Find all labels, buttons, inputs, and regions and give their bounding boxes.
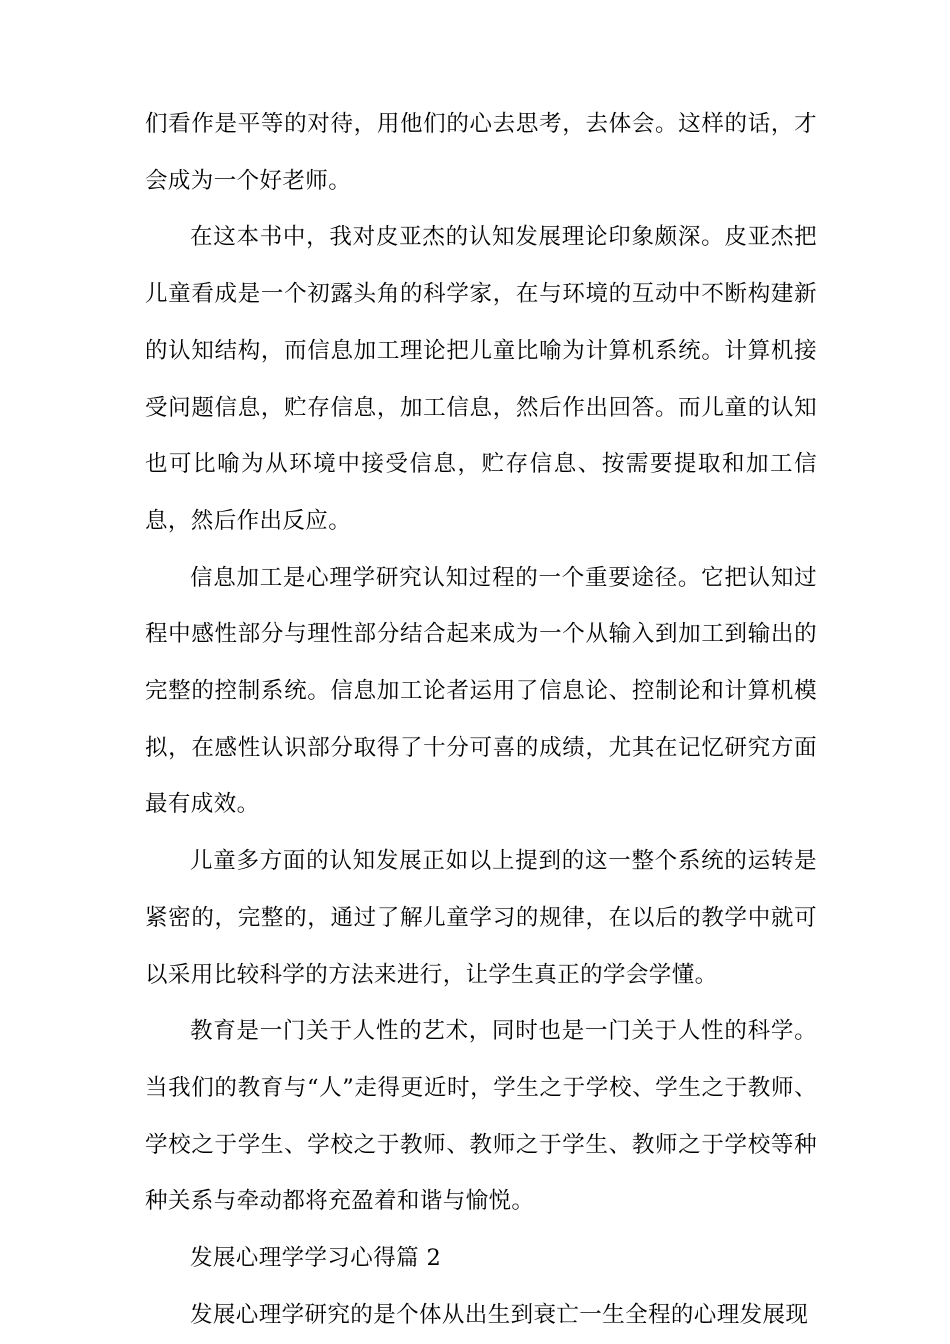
paragraph-continuation: 们看作是平等的对待，用他们的心去思考，去体会。这样的话，才会成为一个好老师。 xyxy=(145,111,817,194)
paragraph-education: 教育是一门关于人性的艺术，同时也是一门关于人性的科学。当我们的教育与“人”走得更近时，学生之于学校、学生之于教师、学校之于学生、学校之于教师、教师之于学生、教师之于学校等种种关系与牵动都将充盈着和谐与愉悦。 xyxy=(145,1018,817,1215)
paragraph-information-processing: 信息加工是心理学研究认知过程的一个重要途径。它把认知过程中感性部分与理性部分结合起来成为一个从输入到加工到输出的完整的控制系统。信息加工论者运用了信息论、控制论和计算机模拟，在感性认识部分取得了十分可喜的成绩，尤其在记忆研究方面最有成效。 xyxy=(145,564,817,818)
document-body xyxy=(145,96,817,1343)
paragraph-piaget: 在这本书中，我对皮亚杰的认知发展理论印象颇深。皮亚杰把儿童看成是一个初露头角的科学家，在与环境的互动中不断构建新的认知结构，而信息加工理论把儿童比喻为计算机系统。计算机接受问题信息，贮存信息，加工信息，然后作出回答。而儿童的认知也可比喻为从环境中接受信息，贮存信息、按需要提取和加工信息，然后作出反应。 xyxy=(145,224,817,534)
section-heading: 发展心理学学习心得篇 2 xyxy=(190,1245,442,1272)
paragraph-cognitive-development: 儿童多方面的认知发展正如以上提到的这一整个系统的运转是紧密的，完整的，通过了解儿童学习的规律，在以后的教学中就可以采用比较科学的方法来进行，让学生真正的学会学懂。 xyxy=(145,848,817,988)
paragraph-final: 发展心理学研究的是个体从出生到衰亡一生全程的心理发展现 xyxy=(190,1301,809,1328)
